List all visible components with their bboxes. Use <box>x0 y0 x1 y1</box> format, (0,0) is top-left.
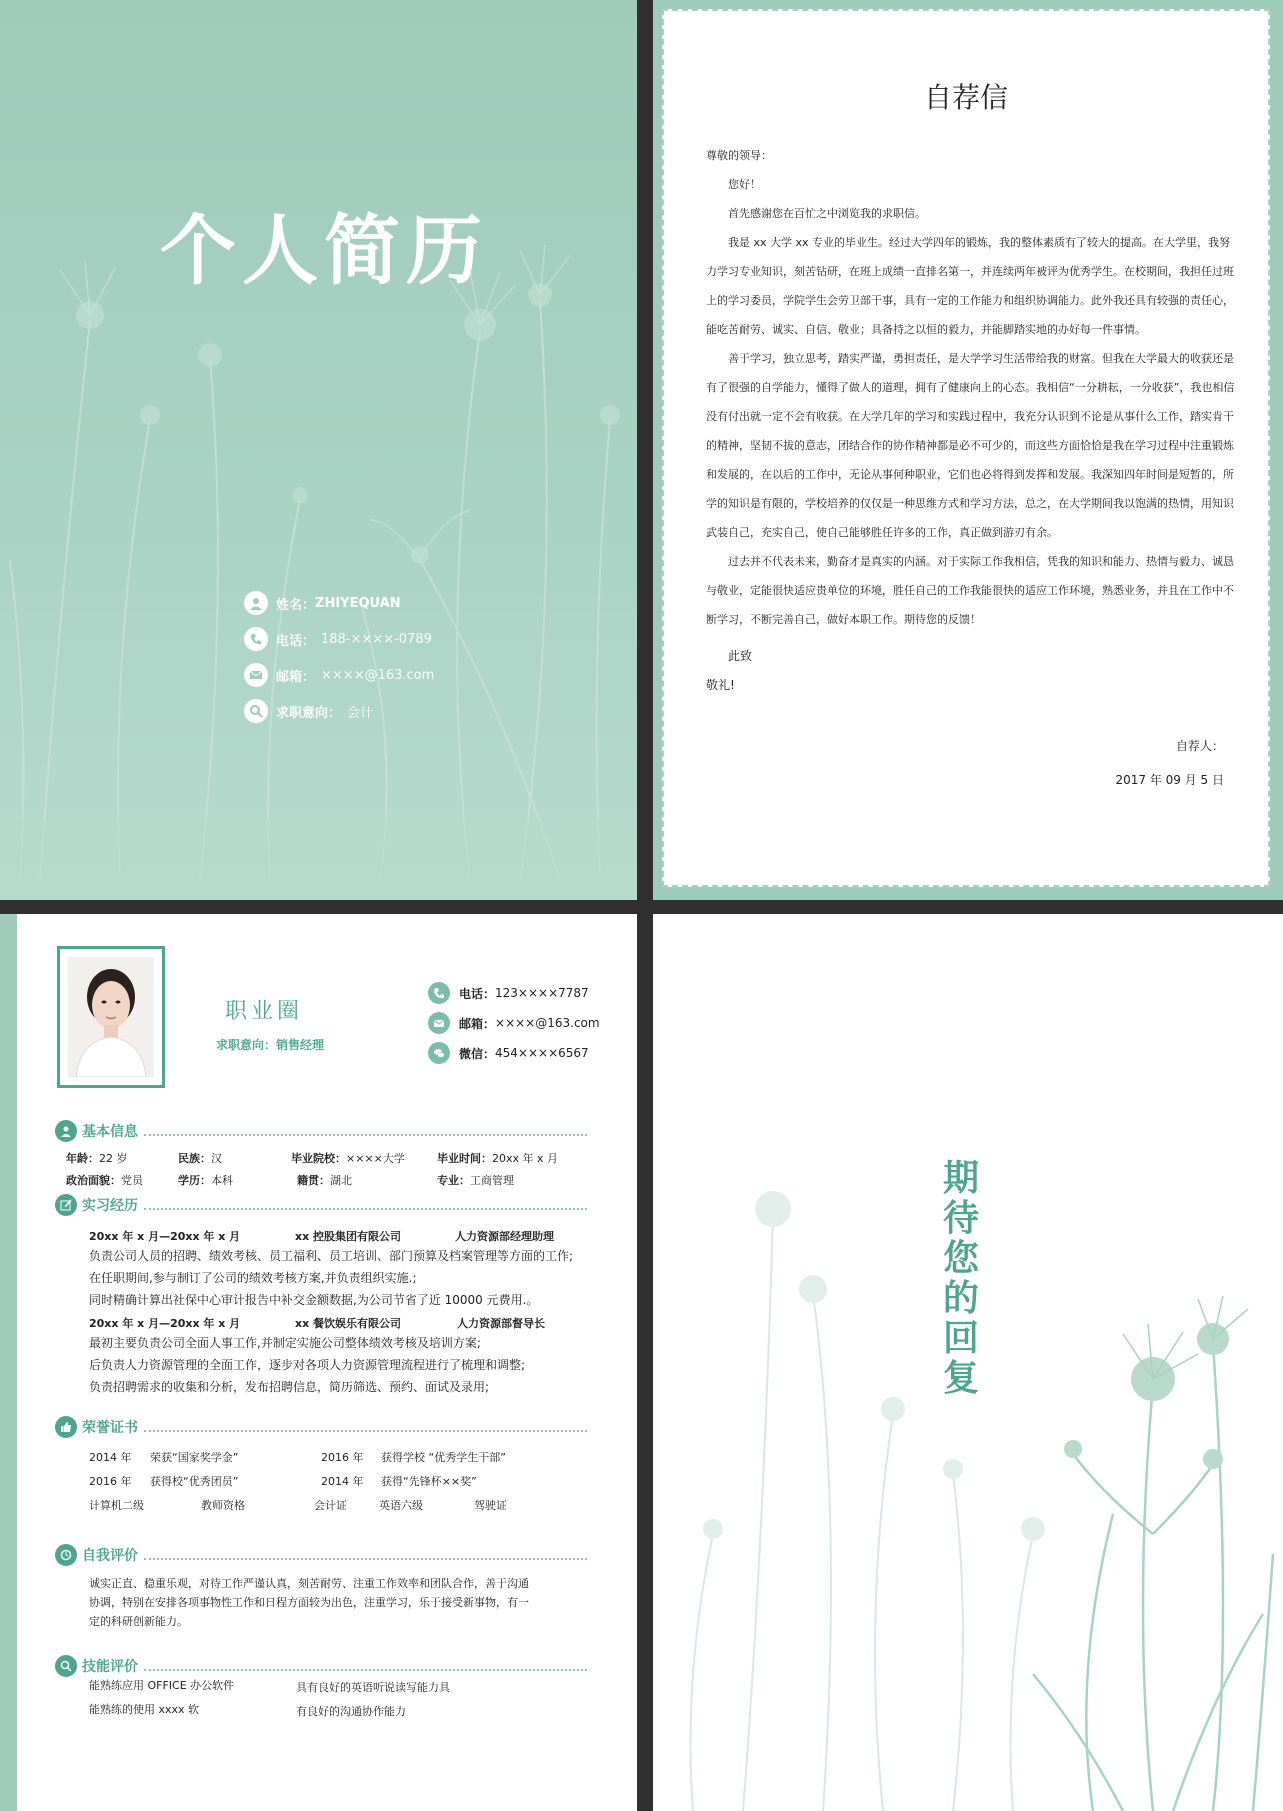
cover-intent-value: 会计 <box>347 705 374 721</box>
contact-wechat-row <box>428 1038 600 1068</box>
profile-photo <box>68 957 154 1077</box>
basic-grad: 毕业时间：20xx 年 x 月 <box>437 1152 559 1165</box>
section-self-title: 自我评价 <box>82 1548 138 1564</box>
skill-item: 能熟练应用 OFFICE 办公软件 <box>89 1679 235 1692</box>
resume-page <box>0 914 637 1811</box>
cover-email-value: ××××@163.com <box>321 667 435 683</box>
certificate: 教师资格 <box>201 1499 245 1512</box>
section-divider <box>144 1669 587 1671</box>
cover-letter-page <box>653 0 1283 900</box>
resume-name: 职业圈 <box>225 999 304 1024</box>
exp-line: 负责公司人员的招聘、绩效考核、员工福利、员工培训、部门预算及档案管理等方面的工作; <box>89 1249 574 1263</box>
exp-period: 20xx 年 x 月—20xx 年 x 月 <box>89 1317 241 1330</box>
letter-hello: 您好！ <box>728 178 761 191</box>
contact-phone-row <box>428 978 600 1008</box>
user-icon <box>55 1120 77 1142</box>
cover-name-value: ZHIYEQUAN <box>315 595 401 611</box>
section-divider <box>144 1208 587 1210</box>
thumbs-up-icon <box>55 1416 77 1438</box>
cover-phone-value: 188-××××-0789 <box>321 631 432 647</box>
cover-phone-row <box>244 621 434 657</box>
self-eval-line: 诚实正直、稳重乐观，对待工作严谨认真，刻苦耐劳、注重工作效率和团队合作，善于沟通 <box>89 1577 529 1590</box>
section-honors-title: 荣誉证书 <box>82 1420 138 1436</box>
section-divider <box>144 1558 587 1560</box>
contact-wechat-value: 454××××6567 <box>495 1046 589 1060</box>
letter-sheet <box>662 9 1270 887</box>
exp-company: xx 控股集团有限公司 <box>295 1230 402 1243</box>
user-icon <box>244 591 268 615</box>
cover-email-label: 邮箱： <box>276 669 316 685</box>
contact-email-row <box>428 1008 600 1038</box>
exp-line: 负责招聘需求的收集和分析，发布招聘信息，简历筛选、预约、面试及录用; <box>89 1380 490 1394</box>
basic-age: 年龄：22 岁 <box>66 1152 128 1165</box>
closing-page <box>653 914 1283 1811</box>
skill-item: 有良好的沟通协作能力 <box>296 1705 406 1718</box>
self-eval-line: 协调，特别在安排各项事物性工作和日程方面较为出色，注重学习，乐于接受新事物，有一 <box>89 1596 529 1609</box>
basic-major: 专业：工商管理 <box>437 1174 514 1187</box>
section-self-header <box>55 1544 587 1566</box>
honor-year: 2014 年 <box>321 1475 364 1488</box>
section-honors-header <box>55 1416 587 1438</box>
contact-email-label: 邮箱： <box>459 1016 496 1031</box>
letter-closing-2: 敬礼! <box>706 678 735 692</box>
cover-phone-label: 电话： <box>276 633 316 649</box>
section-experience-title: 实习经历 <box>82 1198 138 1214</box>
phone-icon <box>428 982 450 1004</box>
honor-item: 获得校“优秀团员” <box>150 1475 239 1488</box>
letter-paragraph: 首先感谢您在百忙之中浏览我的求职信。 <box>728 207 926 220</box>
cover-name-row <box>244 585 434 621</box>
honor-year: 2014 年 <box>89 1451 132 1464</box>
mail-icon <box>244 663 268 687</box>
contact-wechat-label: 微信： <box>459 1046 496 1061</box>
section-basic-header <box>55 1120 587 1142</box>
contact-list <box>428 978 600 1068</box>
letter-closing-1: 此致 <box>728 649 753 663</box>
basic-ethnic: 民族：汉 <box>178 1152 222 1165</box>
section-divider <box>144 1430 587 1432</box>
honor-item: 荣获“国家奖学金” <box>150 1451 239 1464</box>
cover-name-label: 姓名： <box>276 597 316 613</box>
honor-year: 2016 年 <box>89 1475 132 1488</box>
certificate: 英语六级 <box>379 1499 423 1512</box>
basic-school: 毕业院校：××××大学 <box>291 1152 405 1165</box>
honor-item: 获得学校 “优秀学生干部” <box>381 1451 506 1464</box>
self-eval-line: 定的科研创新能力。 <box>89 1615 188 1628</box>
exp-description <box>89 1332 525 1398</box>
clock-icon <box>55 1544 77 1566</box>
section-skills-header <box>55 1655 587 1677</box>
resume-side-stripe <box>0 914 17 1811</box>
letter-paragraph: 我是 xx 大学 xx 专业的毕业生。经过大学四年的锻炼，我的整体素质有了较大的提高。在大学里，我努力学习专业知识，刻苦钻研，在班上成绩一直排名第一，并连续两年被评为优秀学生。在校期间，我担任过班上的学习委员，学院学生会劳卫部干事，具有一定的工作能力和组织协调能力。此外我还具有较强的责任心，能吃苦耐劳、诚实、自信、敬业；具备持之以恒的毅力，并能脚踏实地的办好每一件事情。 <box>706 236 1234 336</box>
search-icon <box>55 1655 77 1677</box>
exp-line: 在任职期间,参与制订了公司的绩效考核方案,并负责组织实施.; <box>89 1271 417 1285</box>
exp-company: xx 餐饮娱乐有限公司 <box>295 1317 402 1330</box>
wechat-icon <box>428 1042 450 1064</box>
section-skills-title: 技能评价 <box>82 1659 138 1675</box>
skill-item: 具有良好的英语听说读写能力具 <box>296 1681 450 1694</box>
dandelion-background <box>0 0 637 900</box>
contact-phone-value: 123××××7787 <box>495 986 589 1000</box>
section-basic-title: 基本信息 <box>82 1124 138 1140</box>
cover-title: 个人简历 <box>160 206 488 295</box>
basic-edu: 学历：本科 <box>178 1174 233 1187</box>
certificate: 驾驶证 <box>474 1499 507 1512</box>
cover-intent-label: 求职意向： <box>276 705 342 721</box>
letter-signer: 自荐人： <box>1175 739 1224 753</box>
cover-page <box>0 0 637 900</box>
letter-paragraph: 过去并不代表未来，勤奋才是真实的内涵。对于实际工作我相信，凭我的知识和能力、热情与毅力、诚恳与敬业，定能很快适应贵单位的环境，胜任自己的工作我能很快的适应工作环境，熟悉业务，并且在工作中不断学习，不断完善自己，做好本职工作。期待您的反馈！ <box>706 555 1234 626</box>
honor-year: 2016 年 <box>321 1451 364 1464</box>
section-divider <box>144 1134 587 1136</box>
exp-role: 人力资源部经理助理 <box>455 1230 554 1243</box>
honor-item: 获得“先锋杯××奖” <box>381 1475 477 1488</box>
letter-date: 2017 年 09 月 5 日 <box>1115 773 1224 787</box>
exp-description <box>89 1245 573 1311</box>
search-icon <box>244 699 268 723</box>
letter-body <box>706 141 1238 700</box>
contact-email-value: ××××@163.com <box>495 1016 600 1030</box>
cover-intent-row <box>244 693 434 729</box>
self-eval-text <box>89 1574 529 1631</box>
basic-origin: 籍贯：湖北 <box>297 1174 352 1187</box>
exp-line: 最初主要负责公司全面人事工作,并制定实施公司整体绩效考核及培训方案; <box>89 1336 481 1350</box>
cover-info-list <box>244 585 434 729</box>
profile-photo-frame <box>57 946 165 1088</box>
section-experience-header <box>55 1194 587 1216</box>
resume-intent: 求职意向：销售经理 <box>216 1038 325 1052</box>
certificate: 会计证 <box>314 1499 347 1512</box>
letter-title: 自荐信 <box>923 81 1008 114</box>
closing-title: 期待您的回复 <box>942 1158 979 1399</box>
exp-line: 同时精确计算出社保中心审计报告中补交金额数据,为公司节省了近 10000 元费用.。 <box>89 1293 539 1307</box>
exp-role: 人力资源部督导长 <box>457 1317 545 1330</box>
exp-period: 20xx 年 x 月—20xx 年 x 月 <box>89 1230 241 1243</box>
phone-icon <box>244 627 268 651</box>
exp-line: 后负责人力资源管理的全面工作，逐步对各项人力资源管理流程进行了梳理和调整; <box>89 1358 526 1372</box>
cover-email-row <box>244 657 434 693</box>
basic-politics: 政治面貌：党员 <box>66 1174 143 1187</box>
letter-greeting: 尊敬的领导： <box>706 149 772 162</box>
skill-item: 能熟练的使用 xxxx 软 <box>89 1703 200 1716</box>
certificate: 计算机二级 <box>89 1499 144 1512</box>
letter-paragraph: 善于学习，独立思考，踏实严谨，勇担责任，是大学学习生活带给我的财富。但我在大学最大的收获还是有了很强的自学能力，懂得了做人的道理，拥有了健康向上的心态。我相信“一分耕耘，一分收获”，我也相信没有付出就一定不会有收获。在大学几年的学习和实践过程中，我充分认识到不论是从事什么工作，踏实肯干的精神，坚韧不拔的意志，团结合作的协作精神都是必不可少的，而这些方面恰恰是我在学习过程中注重锻炼和发展的，在以后的工作中，无论从事何种职业，它们也必将得到发挥和发展。我深知四年时间是短暂的，所学的知识是有限的，学校培养的仅仅是一种思维方式和学习方法，总之，在大学期间我以饱满的热情，用知识武装自己，充实自己，使自己能够胜任许多的工作，真正做到游刃有余。 <box>706 352 1235 539</box>
edit-icon <box>55 1194 77 1216</box>
mail-icon <box>428 1012 450 1034</box>
contact-phone-label: 电话： <box>459 986 496 1001</box>
